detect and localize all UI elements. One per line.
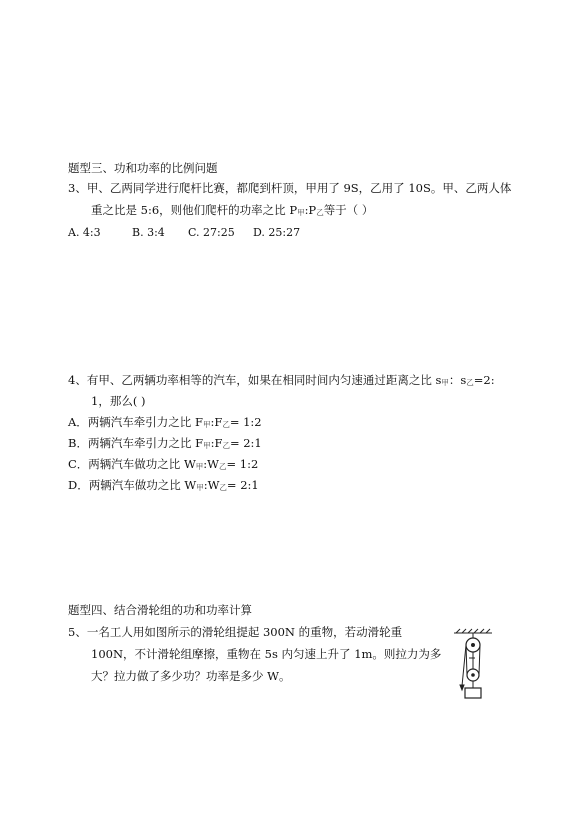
q4-option-a-sub-b: 乙	[222, 420, 230, 429]
movable-pulley	[467, 669, 479, 688]
q4-option-b-sub-b: 乙	[222, 441, 230, 450]
q3-option-c: C. 27:25	[188, 226, 235, 239]
q3-option-a: A. 4:3	[68, 226, 101, 239]
q4-option-a-mid: :F	[210, 415, 223, 429]
q4-line1-post: =2:	[473, 373, 495, 387]
q4-option-b-post: = 2:1	[229, 436, 262, 450]
q4-option-c-pre: C．两辆汽车做功之比 W	[68, 457, 196, 471]
q4-sub-a: 甲	[441, 378, 449, 387]
q3-line1: 3、甲、乙两同学进行爬杆比赛，都爬到杆顶，甲用了 9S，乙用了 10S。甲、乙两人体	[68, 181, 512, 195]
q4-option-d-pre: D．两辆汽车做功之比 W	[68, 478, 197, 492]
q4-option-c-sub-b: 乙	[218, 462, 227, 471]
pulley-system-figure	[452, 628, 494, 704]
q3-line2	[91, 203, 373, 219]
q4-option-c	[68, 457, 258, 473]
q3-sub-a: 甲	[297, 208, 305, 217]
q4-option-a-sub-a: 甲	[202, 420, 211, 429]
q4-option-c-mid: :W	[203, 457, 219, 471]
weight-block	[465, 688, 481, 698]
q4-option-b	[68, 436, 262, 452]
q3-mid: :P	[304, 203, 317, 217]
q4-line1	[68, 373, 495, 389]
q4-option-b-sub-a: 甲	[203, 441, 211, 450]
q3-option-b: B. 3:4	[132, 226, 165, 239]
q3-line2-post: 等于（ ）	[323, 203, 374, 217]
q4-option-c-sub-a: 甲	[195, 462, 204, 471]
q4-option-a	[68, 415, 262, 431]
pull-arrow	[460, 685, 464, 690]
ceiling-mount	[454, 629, 492, 638]
q3-line2-pre: 重之比是 5:6，则他们爬杆的功率之比 P	[91, 203, 298, 217]
section3-title: 题型三、功和功率的比例问题	[68, 161, 218, 175]
q4-option-d	[68, 478, 259, 494]
q4-option-b-mid: :F	[210, 436, 223, 450]
q4-option-c-post: = 1:2	[226, 457, 259, 471]
q4-sub-b: 乙	[466, 378, 474, 387]
q4-option-a-post: = 1:2	[229, 415, 262, 429]
q4-line2: 1，那么( )	[91, 394, 146, 408]
q3-sub-b: 乙	[316, 208, 324, 217]
q4-option-b-pre: B．两辆汽车牵引力之比 F	[68, 436, 204, 450]
q3-option-d: D. 25:27	[253, 226, 301, 239]
q4-option-d-sub-a: 甲	[196, 483, 204, 492]
q4-line1-pre: 4、有甲、乙两辆功率相等的汽车，如果在相同时间内匀速通过距离之比 s	[68, 373, 442, 387]
fixed-pulley	[466, 638, 480, 652]
q4-line1-mid: ：s	[448, 373, 467, 387]
q5-line3: 大？拉力做了多少功？功率是多少 W。	[91, 669, 291, 683]
q5-line2: 100N，不计滑轮组摩擦，重物在 5s 内匀速上升了 1m。则拉力为多	[91, 647, 442, 661]
q4-option-d-post: = 2:1	[226, 478, 259, 492]
section4-title: 题型四、结合滑轮组的功和功率计算	[68, 603, 252, 617]
q4-option-d-mid: :W	[203, 478, 220, 492]
q5-line1: 5、一名工人用如图所示的滑轮组提起 300N 的重物，若动滑轮重	[68, 625, 403, 639]
q4-option-d-sub-b: 乙	[219, 483, 227, 492]
q4-option-a-pre: A．两辆汽车牵引力之比 F	[68, 415, 203, 429]
